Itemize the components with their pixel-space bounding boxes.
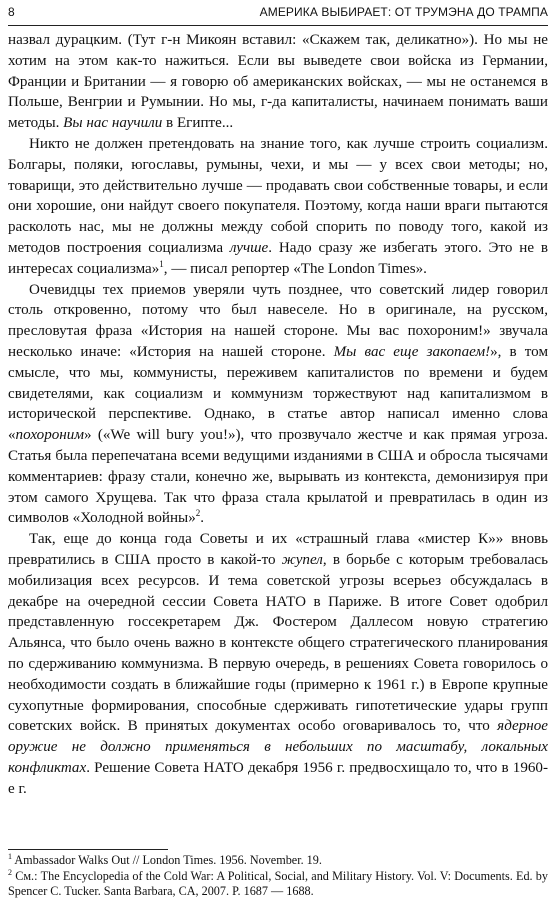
running-title: АМЕРИКА ВЫБИРАЕТ: ОТ ТРУМЭНА ДО ТРАМПА: [259, 5, 548, 19]
footnote: $^2$ См.: The Encyclopedia of the Cold War: A Political, Social, and Military History. Vol. V: Documents. Ed. by Spencer C. Tucker. Santa Barbara, CA, 2007. P. 1687 — 1688.: [8, 867, 548, 898]
footnote-number: 2: [8, 867, 12, 877]
emphasis: жупел: [281, 551, 323, 568]
emphasis: Вы нас научили: [63, 115, 163, 132]
paragraph: Так, еще до конца года Советы и их «страшный глава «мистер К»» вновь превратились в США просто в какой-то жупел, в борьбе с которым требовалась мобилизация всех ресурсов. И тема советской угрозы всерьез обсуждалась в декабре на очередной сессии Совета НАТО в Париже. В итоге Совет одобрил представленную госсекретарем Дж. Фостером Даллесом новую стратегию Альянса, что было очень важно в контексте общего стратегического планирования по сдерживанию коммунизма. В первую очередь, в решениях Совета говорилось о необходимости создать в ближайшие годы (примерно к 1961 г.) в Европе крупные сухопутные формирования, способные сдерживать гипотетические удары групп советских войск. В принятых документах особо оговаривалось то, что ядерное оружие не должно применяться в небольших по масштабу, локальных конфликтах. Решение Совета НАТО декабря 1956 г. предвосхищало то, что в 1960-е г.: [8, 531, 549, 797]
paragraph: Очевидцы тех приемов уверяли чуть позднее, что советский лидер говорил столь откровенно, потому что был навеселе. Но в оригинале, на русском, пресловутая фраза «История на нашей стороне. Мы вас похороним!» звучала несколько иначе: «История на нашей стороне. Мы вас еще закопаем!», в том смысле, что мы, коммунисты, переживем капиталистов по времени и будем свидетелями, как социализм и коммунизм торжествуют над капитализмом в исторической перспективе. Однако, в статье автор написал именно слова «похороним» («We will bury you!»), что прозвучало жестче и как прямая угроза. Статья была перепечатана всеми ведущими изданиями в США и обросла тысячами комментариев: фразу стали, конечно же, вырывать из контекста, демонизируя при этом самого Хрущева. Так что фраза стала крылатой и превратилась в один из символов «Холодной войны»$^2$.: [8, 281, 548, 527]
main-text: [8, 30, 548, 799]
footnote-number: 1: [8, 851, 12, 861]
footnote-ref: 2: [195, 508, 201, 519]
footnote-ref: 1: [159, 258, 164, 269]
running-header: [8, 3, 548, 26]
footnotes: [8, 853, 548, 900]
paragraph: назвал дурацким. (Тут г-н Микоян вставил: «Скажем так, деликатно»). Но мы не хотим на этом как-то нажиться. Если вы выведете свои войска из Германии, Франции и Британии — я говорю об американских войсках, — мы не останемся в Польше, Венгрии и Румынии. Но мы, г-да капиталисты, начинаем понимать ваши методы. Вы нас научили в Египте...: [8, 32, 548, 132]
emphasis: ядерное оружие не должно применяться в небольших по масштабу, локальных конфликтах: [8, 718, 548, 776]
emphasis: Мы вас еще закопаем!: [333, 343, 491, 360]
footnote-divider: [8, 849, 168, 850]
paragraph: Никто не должен претендовать на знание того, как лучше строить социализм. Болгары, поляки, югославы, румыны, чехи, и мы — у всех свои методы; но, товарищи, это действительно лучше — продавать свои собственные товары, и если они хорошие, они найдут своего покупателя. Поэтому, когда наши враги пытаются расколоть нас, мы не должны между собой спорить по поводу того, какой из методов построения социализма лучше. Надо сразу же избегать этого. Это не в интересах социализма»$^1$, — писал репортер «The London Times».: [8, 135, 549, 277]
footnote: $^1$ Ambassador Walks Out // London Times. 1956. November. 19.: [8, 851, 322, 867]
page-number: 8: [8, 5, 15, 19]
emphasis: похороним: [15, 427, 84, 444]
emphasis: лучше: [229, 239, 269, 256]
